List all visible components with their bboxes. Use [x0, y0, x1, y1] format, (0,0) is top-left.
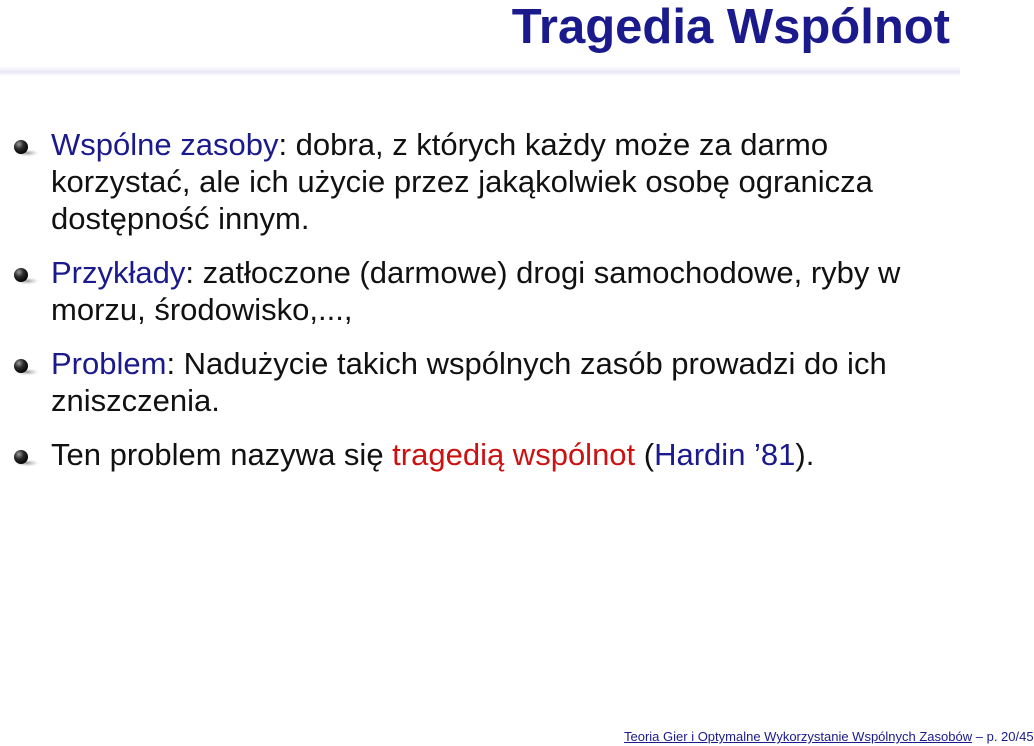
bullet-item-tragedy	[0, 436, 960, 473]
footer-title: Teoria Gier i Optymalne Wykorzystanie Wspólnych Zasobów	[624, 729, 973, 744]
bullet-item-problem	[0, 345, 960, 419]
tragedy-text-before: Ten problem nazywa się	[51, 437, 393, 472]
term-examples: Przykłady	[51, 255, 186, 290]
slide-footer	[624, 727, 1034, 746]
hardin-citation: Hardin ’81	[654, 437, 796, 472]
footer-separator: –	[972, 729, 987, 744]
definition-common-resources: : dobra, z których każdy może za darmo korzystać, ale ich użycie przez jakąkolwiek osobę ogranicza dostępność innym.	[51, 127, 873, 236]
page-number: p. 20/45	[986, 729, 1034, 744]
ball-bullet-icon	[10, 449, 40, 467]
term-common-resources: Wspólne zasoby	[51, 127, 279, 162]
bullet-list	[0, 126, 960, 473]
bullet-item-common-resources	[0, 126, 960, 237]
slide-title: Tragedia Wspólnot	[511, 0, 950, 54]
problem-text: : Nadużycie takich wspólnych zasób prowadzi do ich zniszczenia.	[51, 346, 887, 418]
term-problem: Problem	[51, 346, 167, 381]
bullet-item-examples	[0, 254, 960, 328]
examples-text: : zatłoczone (darmowe) drogi samochodowe, ryby w morzu, środowisko,...,	[51, 255, 901, 327]
title-separator	[0, 66, 960, 76]
ball-bullet-icon	[10, 139, 40, 157]
tragedy-of-commons-term: tragedią wspólnot	[392, 437, 636, 472]
tragedy-text-after: ).	[795, 437, 815, 472]
ball-bullet-icon	[10, 358, 40, 376]
tragedy-text-paren-open: (	[635, 437, 655, 472]
ball-bullet-icon	[10, 267, 40, 285]
